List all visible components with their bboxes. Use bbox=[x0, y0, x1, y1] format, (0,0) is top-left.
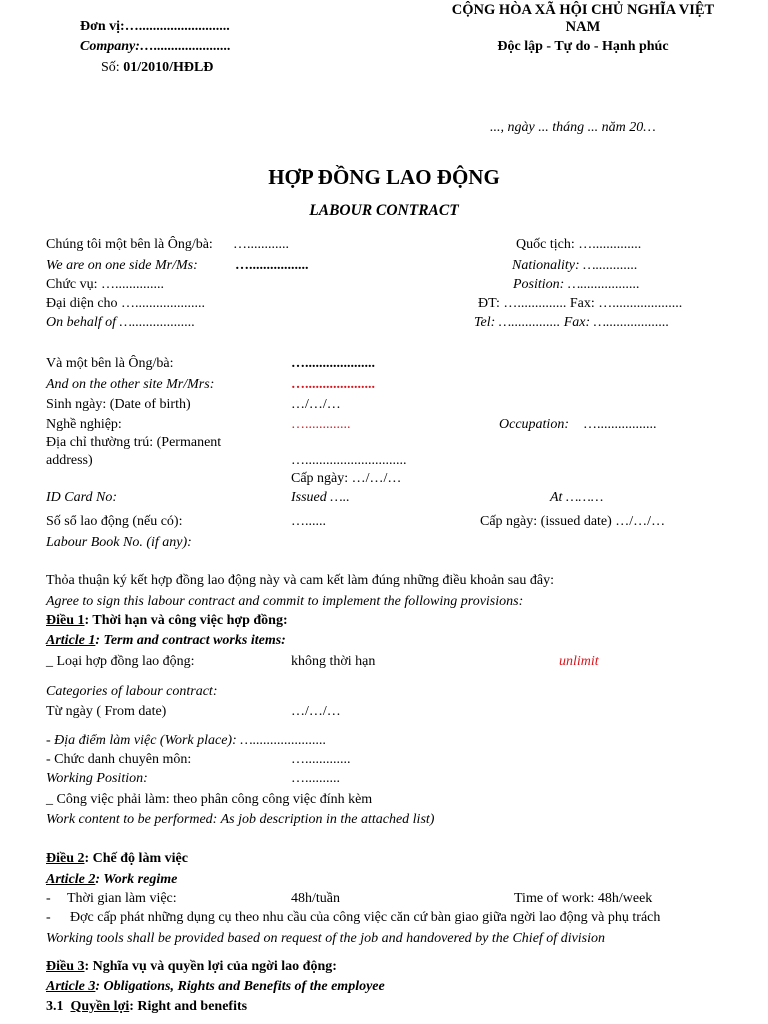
party2-name-en: And on the other site Mr/Mrs: bbox=[46, 377, 215, 392]
party1-phone-vi: ĐT: ….............. Fax: ….................... bbox=[478, 296, 683, 311]
contract-type-value-en: unlimit bbox=[559, 654, 599, 669]
job-title-en-value: ….......... bbox=[291, 771, 340, 786]
work-time-en: Time of work: 48h/week bbox=[514, 891, 653, 906]
party1-name-en: We are on one side Mr/Ms: bbox=[46, 258, 198, 273]
party2-id-at: At ……… bbox=[550, 490, 604, 505]
agreement-vi: Thỏa thuận ký kết hợp đồng lao động này và cam kết làm đúng những điều khoản sau đây: bbox=[46, 573, 554, 588]
section-3-1-en: : Right and benefits bbox=[129, 999, 248, 1014]
party2-job-en-value: …................. bbox=[583, 417, 657, 432]
party2-issue-date: Cấp ngày: …/…/… bbox=[291, 471, 402, 486]
party2-labour-book-value: …...... bbox=[291, 514, 326, 529]
tools-en: Working tools shall be provided based on request of the job and handovered by the Chief of division bbox=[46, 931, 606, 946]
party1-name-vi: Chúng tôi một bên là Ông/bà: bbox=[46, 237, 213, 252]
article3-heading-vi-num: Điều 3 bbox=[46, 959, 85, 974]
date-line: ..., ngày ... tháng ... năm 20… bbox=[490, 120, 656, 135]
party1-position-en: Position: …................. bbox=[513, 277, 640, 292]
article3-heading-vi-text: : Nghĩa vụ và quyền lợi của ngời lao động: bbox=[84, 959, 337, 974]
party2-dob-value: …/…/… bbox=[291, 397, 341, 412]
unit-label: Đơn vị:….......................... bbox=[80, 19, 230, 34]
article1-heading-en-num: Article 1 bbox=[46, 633, 96, 648]
party2-address-label-line2: address) bbox=[46, 453, 93, 468]
categories-en: Categories of labour contract: bbox=[46, 684, 218, 699]
section-3-1-vi: Quyền lợi bbox=[70, 999, 130, 1014]
work-time-label: Thời gian làm việc: bbox=[67, 891, 177, 906]
job-title-en: Working Position: bbox=[46, 771, 148, 786]
party1-behalf-vi: Đại diện cho ….................... bbox=[46, 296, 206, 311]
party1-nationality-en: Nationality: …............ bbox=[512, 258, 638, 273]
article1-heading-en bbox=[46, 633, 286, 649]
article3-heading-en bbox=[46, 979, 385, 995]
party1-name-vi-value: …............ bbox=[233, 237, 289, 252]
party2-job-en: Occupation: bbox=[499, 417, 569, 432]
company-label: Company:…...................... bbox=[80, 39, 231, 54]
article2-heading-en-num: Article 2 bbox=[46, 872, 96, 887]
work-time-bullet: - bbox=[46, 891, 51, 906]
party1-position-vi: Chức vụ: ….............. bbox=[46, 277, 165, 292]
party1-name-en-value: …................. bbox=[235, 258, 309, 273]
article3-heading-vi bbox=[46, 959, 337, 975]
article3-heading-en-text: : Obligations, Rights and Benefits of the employee bbox=[95, 979, 385, 994]
document-number-prefix: Số: bbox=[101, 60, 124, 75]
page-title: HỢP ĐỒNG LAO ĐỘNG bbox=[268, 165, 500, 189]
article2-heading-vi-num: Điều 2 bbox=[46, 851, 85, 866]
work-content-vi: _ Công việc phải làm: theo phân công công việc đính kèm bbox=[46, 792, 373, 807]
work-time-value: 48h/tuần bbox=[291, 891, 340, 906]
section-3-1-heading bbox=[46, 999, 247, 1015]
party2-name-vi-value: ….................... bbox=[291, 356, 375, 371]
party2-id-issued: Issued ….. bbox=[291, 490, 350, 505]
article2-heading-vi bbox=[46, 851, 188, 867]
tools-bullet: - bbox=[46, 910, 51, 925]
party2-name-en-value: ….................... bbox=[291, 377, 375, 392]
document-number bbox=[101, 60, 213, 76]
party2-labour-book-issue: Cấp ngày: (issued date) …/…/… bbox=[480, 514, 666, 529]
republic-title-line2: NAM bbox=[565, 19, 601, 35]
party2-name-vi: Và một bên là Ông/bà: bbox=[46, 356, 174, 371]
section-3-1-number: 3.1 bbox=[46, 999, 64, 1014]
from-date-label: Từ ngày ( From date) bbox=[46, 704, 167, 719]
article1-heading-vi-text: : Thời hạn và công việc hợp đồng: bbox=[84, 613, 288, 628]
agreement-en: Agree to sign this labour contract and commit to implement the following provisions: bbox=[46, 594, 524, 609]
party2-address-label: Địa chỉ thường trú: (Permanent bbox=[46, 435, 222, 450]
from-date-value: …/…/… bbox=[291, 704, 341, 719]
party2-job-vi-value: …............. bbox=[291, 417, 351, 432]
party1-behalf-en: On behalf of ….................. bbox=[46, 315, 195, 330]
party2-dob-label: Sinh ngày: (Date of birth) bbox=[46, 397, 191, 412]
national-motto: Độc lập - Tự do - Hạnh phúc bbox=[497, 39, 669, 54]
work-content-en: Work content to be performed: As job description in the attached list) bbox=[46, 812, 435, 827]
contract-type-value: không thời hạn bbox=[291, 654, 376, 669]
article1-heading-vi-num: Điều 1 bbox=[46, 613, 85, 628]
party2-labour-book-en: Labour Book No. (if any): bbox=[46, 535, 192, 550]
party1-phone-en: Tel: ….............. Fax: ….................. bbox=[474, 315, 670, 330]
workplace-line: - Địa điểm làm việc (Work place): …..................... bbox=[46, 733, 327, 748]
party2-job-vi: Nghề nghiệp: bbox=[46, 417, 122, 432]
article1-heading-vi bbox=[46, 613, 288, 629]
article3-heading-en-num: Article 3 bbox=[46, 979, 96, 994]
article2-heading-en bbox=[46, 872, 177, 888]
job-title-vi: - Chức danh chuyên môn: bbox=[46, 752, 192, 767]
republic-title: CỘNG HÒA XÃ HỘI CHỦ NGHĨA VIỆT bbox=[451, 2, 715, 18]
article1-heading-en-text: : Term and contract works items: bbox=[95, 633, 286, 648]
article2-heading-vi-text: : Chế độ làm việc bbox=[84, 851, 188, 866]
job-title-vi-value: …............. bbox=[291, 752, 351, 767]
contract-type-label: _ Loại hợp đồng lao động: bbox=[46, 654, 195, 669]
article2-heading-en-text: : Work regime bbox=[95, 872, 178, 887]
tools-vi: Đợc cấp phát những dụng cụ theo nhu cầu của công việc căn cứ bàn giao giữa ngời lao động và phụ trách bbox=[70, 910, 661, 925]
party2-id-label: ID Card No: bbox=[46, 490, 118, 505]
document-number-value: 01/2010/HĐLĐ bbox=[123, 60, 214, 75]
page-subtitle: LABOUR CONTRACT bbox=[309, 202, 459, 219]
party2-address-value: …............................. bbox=[291, 453, 407, 468]
party2-labour-book-vi: Số sổ lao động (nếu có): bbox=[46, 514, 183, 529]
party1-nationality-vi: Quốc tịch: ….............. bbox=[516, 237, 642, 252]
